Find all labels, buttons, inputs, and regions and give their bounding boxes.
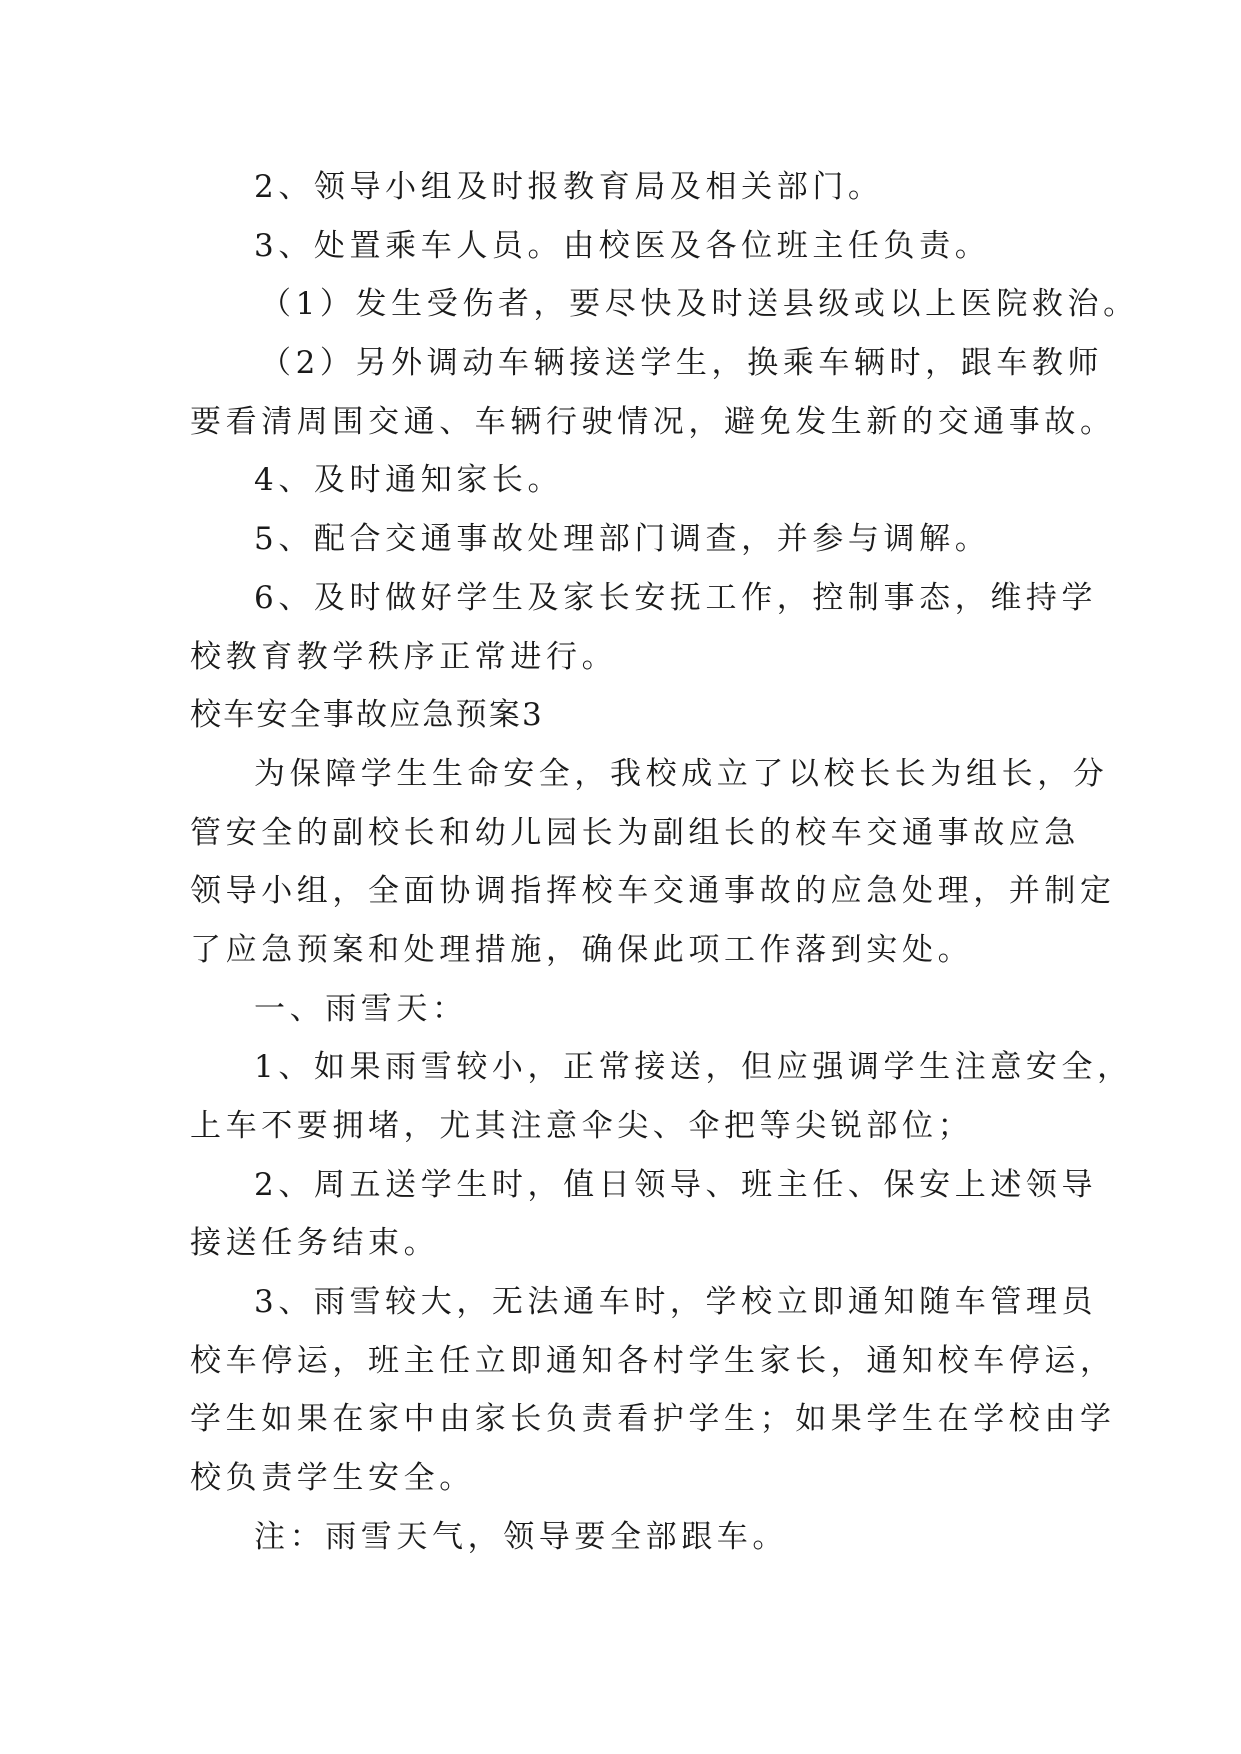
paragraph-line: 校负责学生安全。 bbox=[190, 1460, 475, 1497]
paragraph-line: 要看清周围交通、车辆行驶情况，避免发生新的交通事故。 bbox=[190, 403, 1116, 440]
paragraph-line: 5、配合交通事故处理部门调查，并参与调解。 bbox=[254, 521, 991, 558]
document-body bbox=[190, 158, 1139, 1567]
paragraph-line: 为保障学生生命安全，我校成立了以校长长为组长，分 bbox=[254, 755, 1109, 792]
paragraph-line: 3、处置乘车人员。由校医及各位班主任负责。 bbox=[254, 227, 991, 264]
paragraph-line: 上车不要拥堵，尤其注意伞尖、伞把等尖锐部位； bbox=[190, 1108, 974, 1144]
paragraph-line: 学生如果在家中由家长负责看护学生；如果学生在学校由学 bbox=[190, 1401, 1116, 1438]
paragraph-line: 2、领导小组及时报教育局及相关部门。 bbox=[254, 169, 884, 205]
section-heading: 校车安全事故应急预案3 bbox=[190, 697, 544, 734]
paragraph-line: 了应急预案和处理措施，确保此项工作落到实处。 bbox=[190, 931, 974, 968]
paragraph-line: （1）发生受伤者，要尽快及时送县级或以上医院救治。 bbox=[260, 286, 1139, 323]
paragraph-line: 校教育教学秩序正常进行。 bbox=[190, 638, 618, 675]
paragraph-line: 2、周五送学生时，值日领导、班主任、保安上述领导 bbox=[254, 1166, 1098, 1203]
subheading-line: 一、雨雪天： bbox=[254, 990, 468, 1027]
paragraph-line: （2）另外调动车辆接送学生，换乘车辆时，跟车教师 bbox=[260, 345, 1104, 382]
paragraph-line: 6、及时做好学生及家长安抚工作，控制事态，维持学 bbox=[254, 579, 1098, 616]
paragraph-line: 管安全的副校长和幼儿园长为副组长的校车交通事故应急 bbox=[190, 814, 1080, 851]
paragraph-line: 校车停运，班主任立即通知各村学生家长，通知校车停运， bbox=[190, 1342, 1116, 1379]
paragraph-line: 3、雨雪较大，无法通车时，学校立即通知随车管理员 bbox=[254, 1284, 1098, 1321]
paragraph-line: 注：雨雪天气，领导要全部跟车。 bbox=[254, 1518, 788, 1555]
paragraph-line: 领导小组，全面协调指挥校车交通事故的应急处理，并制定 bbox=[190, 873, 1116, 910]
paragraph-line: 接送任务结束。 bbox=[190, 1225, 440, 1262]
paragraph-line: 1、如果雨雪较小，正常接送，但应强调学生注意安全， bbox=[254, 1049, 1133, 1086]
paragraph-line: 4、及时通知家长。 bbox=[254, 462, 564, 499]
